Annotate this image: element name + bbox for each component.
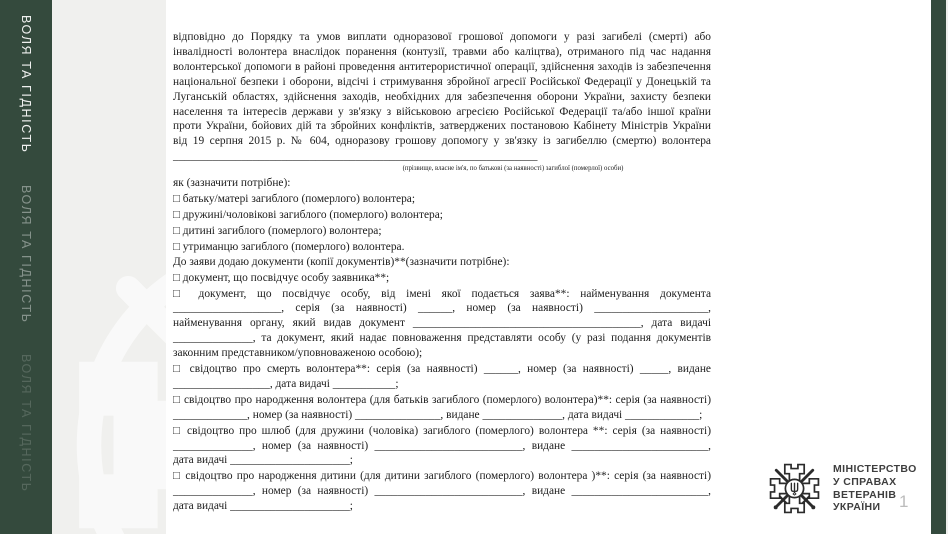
ministry-name-line: УКРАЇНИ xyxy=(833,501,881,514)
sidebar-vertical-label: ВОЛЯ ТА ГІДНІСТЬ xyxy=(19,15,33,154)
sidebar-vertical-label: ВОЛЯ ТА ГІДНІСТЬ xyxy=(19,354,33,493)
doc-checkbox-item: □ дружині/чоловікові загиблого (померлого) волонтера; xyxy=(173,208,443,221)
doc-checkbox-item: □ утриманцю загиблого (померлого) волонтера. xyxy=(173,240,405,253)
doc-checkbox-item: □ документ, що посвідчує особу, від імені якої подається заява**: найменування документа ___________________, серія (за наявності) ______, номер (за наявності) ____________________, найменування органу, який видав документ ________________________________________, дата видачі ______________, та документ, який надає повноваження представляти особу (у разі подання документів законним представником/уповноваженою особою); xyxy=(173,287,711,360)
doc-checkbox-item: □ дитині загиблого (померлого) волонтера; xyxy=(173,224,382,237)
doc-checkbox-item: □ свідоцтво про народження дитини (для дитини загиблого (померлого) волонтера )**: серія (за наявності) ______________, номер (за наявності) __________________________, видане ________________________, дата видачі _____________________; xyxy=(173,470,711,513)
doc-checkbox-item: □ документ, що посвідчує особу заявника**; xyxy=(173,271,390,284)
doc-paragraph: відповідно до Порядку та умов виплати одноразової грошової допомоги у разі загибелі (смерті) або інвалідності волонтера внаслідок поранення (контузії, травми або каліцтва), отриманого під час надання волонтерської допомоги в районі проведення антитерористичної операції, здійснення заходів із забезпечення національної безпеки і оборони, відсічі і стримування збройної агресії Російської Федерації у Донецькій та Луганській областях, здійснення заходів, необхідних для забезпечення оборони України, захисту безпеки населення та інтересів держави у зв'язку з військовою агресією Російської Федерації та/або іншої країни проти України, бойових дій та збройних конфліктів, затверджених постановою Кабінету Міністрів України від 19 серпня 2015 р. № 604, одноразову грошову допомогу у зв'язку із загибеллю (смертю) волонтера ________________________________________________________________ xyxy=(173,31,711,163)
right-accent-strip xyxy=(931,0,946,534)
doc-line: як (зазначити потрібне): xyxy=(173,177,291,190)
doc-checkbox-item: □ батьку/матері загиблого (померлого) волонтера; xyxy=(173,193,416,206)
ministry-footer xyxy=(766,460,917,517)
document-page xyxy=(166,0,931,534)
document-content xyxy=(173,30,711,514)
ministry-name-line: МІНІСТЕРСТВО xyxy=(833,462,917,475)
doc-caption: (прізвище, власне ім'я, по батькові (за наявності) загиблої (померлої) особи) xyxy=(402,165,624,173)
doc-checkbox-item: □ свідоцтво про шлюб (для дружини (чоловіка) загиблого (померлого) волонтера **: серія (за наявності) ______________, номер (за наявності) __________________________, видане ________________________, дата видачі _____________________; xyxy=(173,424,711,467)
ministry-name-line: ВЕТЕРАНІВ xyxy=(833,488,897,501)
sidebar-vertical-label: ВОЛЯ ТА ГІДНІСТЬ xyxy=(19,184,33,323)
ministry-emblem-icon xyxy=(766,460,823,517)
ministry-name-line: У СПРАВАХ xyxy=(833,475,897,488)
page-number: 1 xyxy=(899,492,909,511)
sidebar xyxy=(0,0,52,534)
doc-checkbox-item: □ свідоцтво про смерть волонтера**: серія (за наявності) ______, номер (за наявності) _____, видане _________________, дата видачі ___________; xyxy=(173,363,711,390)
doc-line: До заяви додаю документи (копії документів)**(зазначити потрібне): xyxy=(173,255,510,268)
doc-checkbox-item: □ свідоцтво про народження волонтера (для батьків загиблого (померлого) волонтера)**: серія (за наявності) _____________, номер (за наявності) _______________, видане ______________, дата видачі _____________; xyxy=(173,393,711,421)
